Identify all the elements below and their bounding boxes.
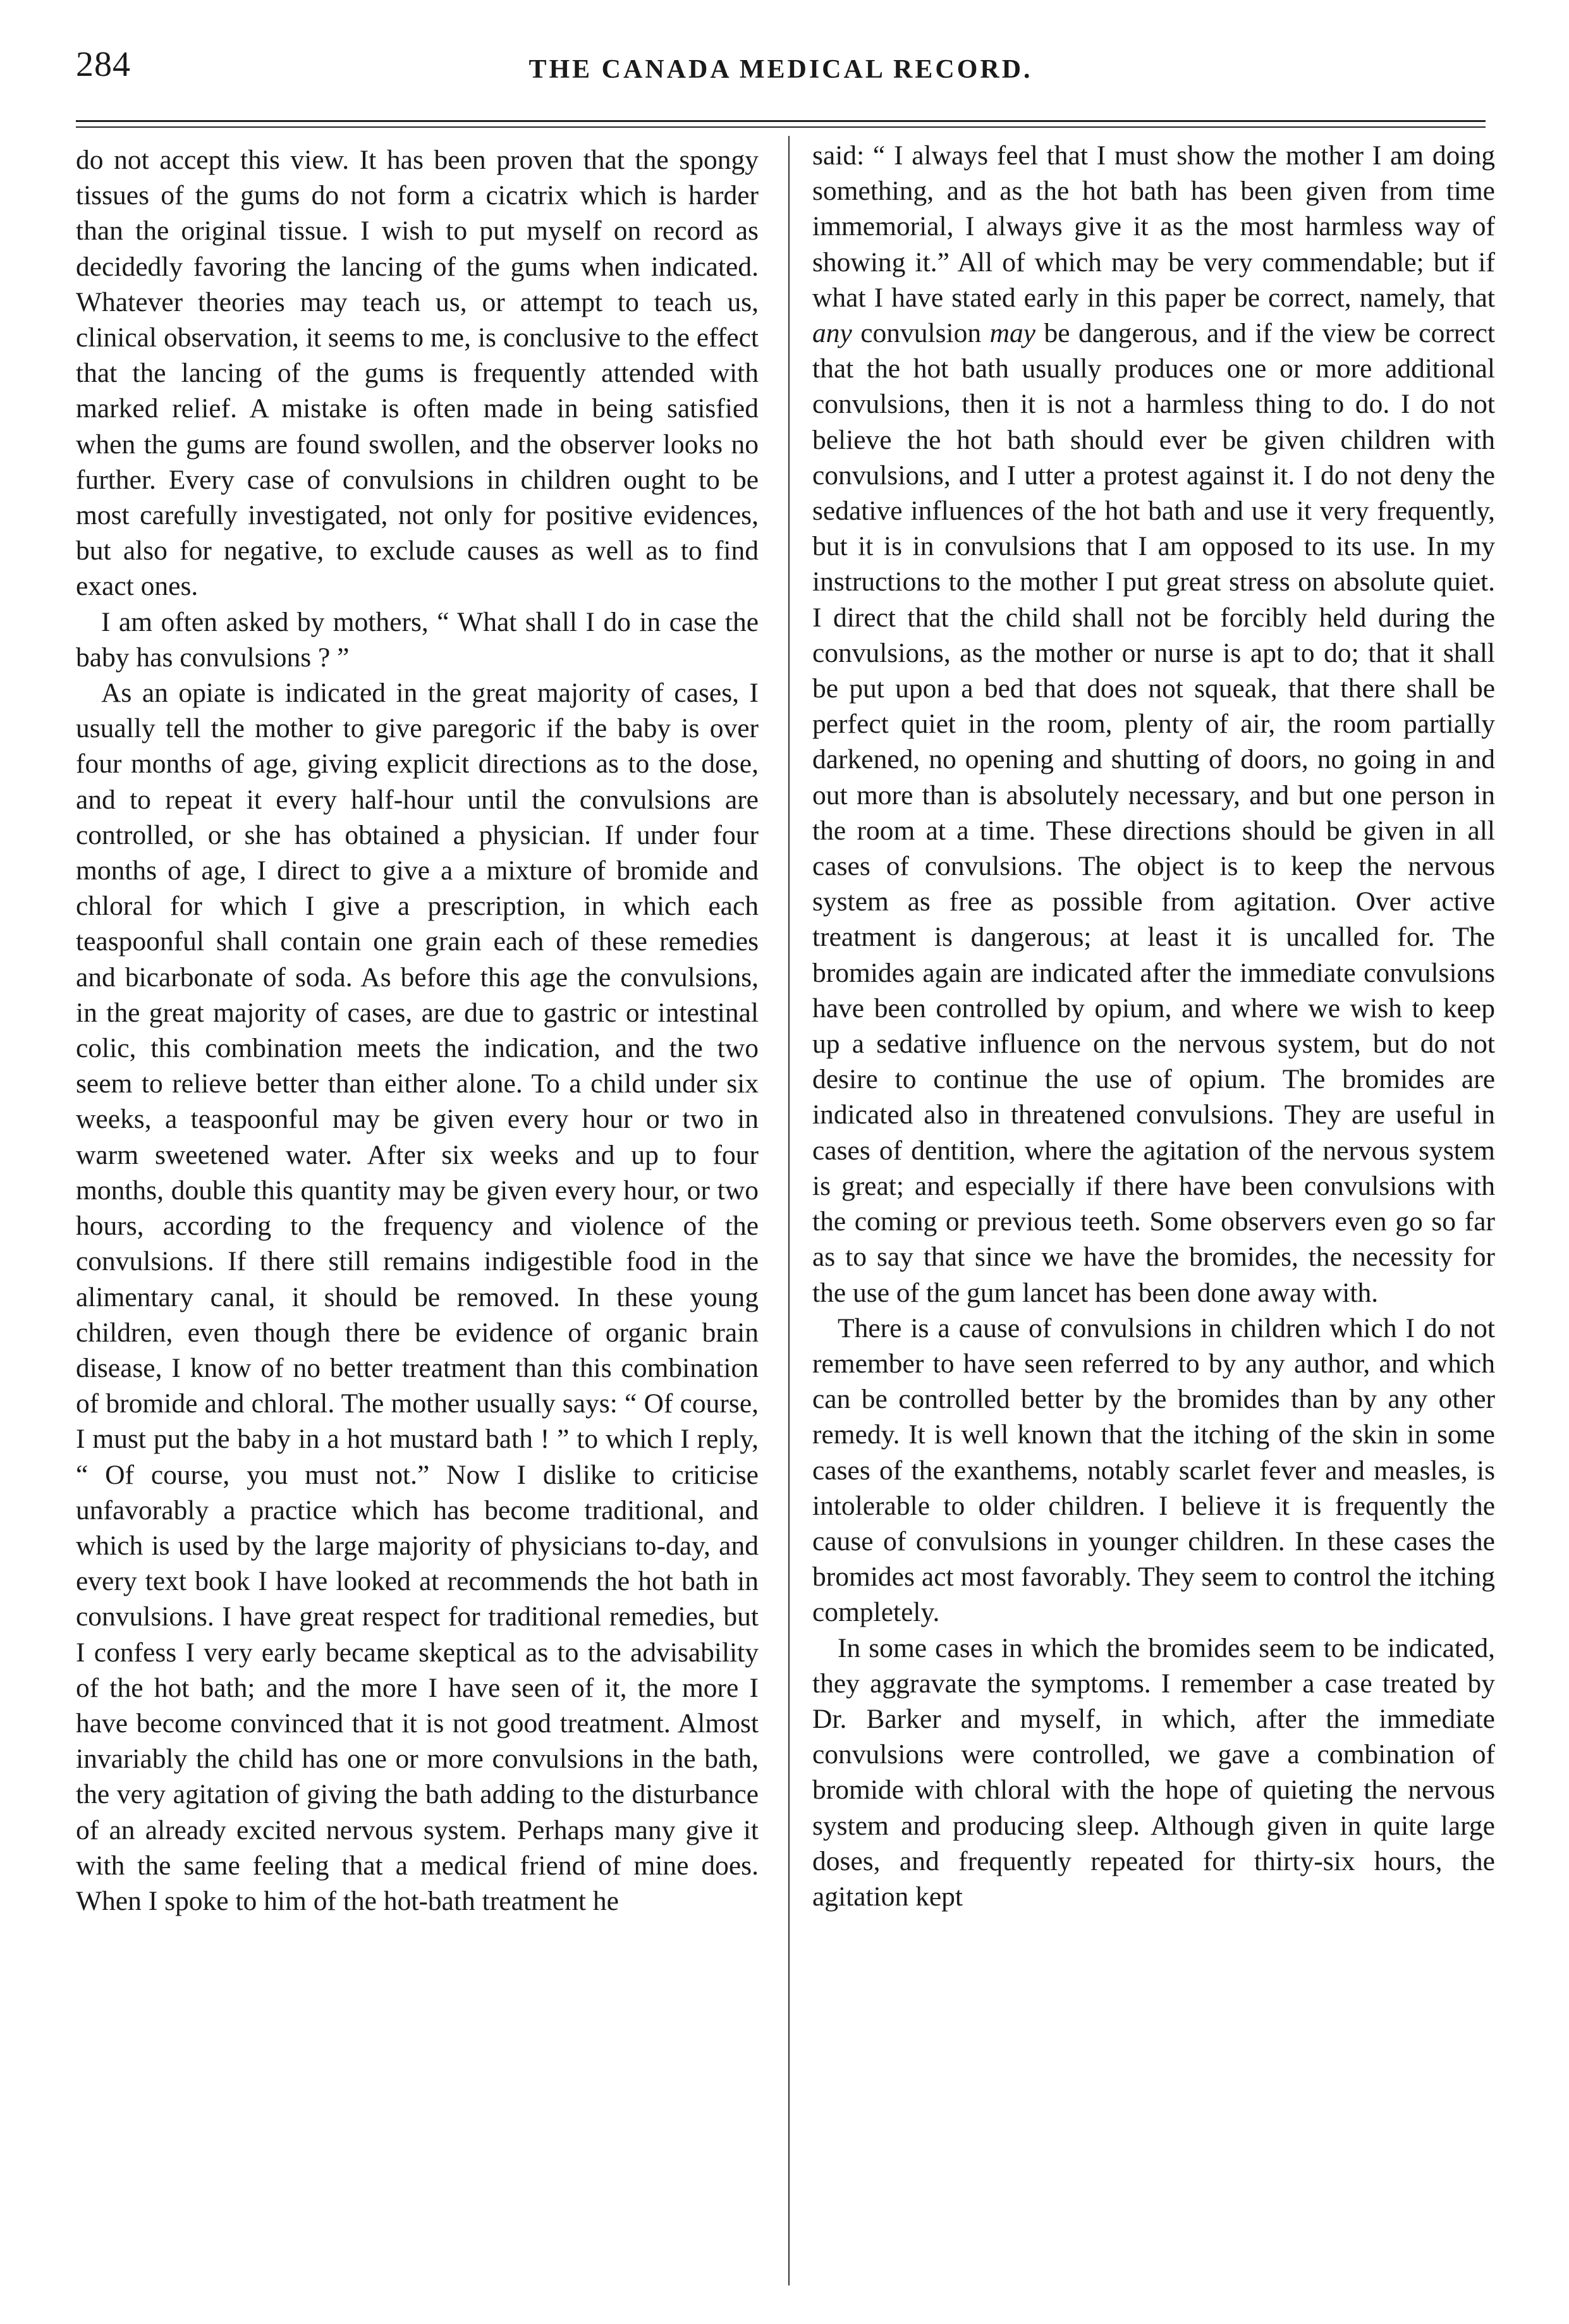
- paragraph: There is a cause of convulsions in children which I do not remember to have seen referred to by any author, and which can be controlled better by the bromides than by any other remedy. It is well known that the itching of the skin in some cases of the exanthems, notably scarlet fever and measles, is intolerable to older children. I believe it is frequently the cause of convulsions in younger children. In these cases the bromides act most favorably. They seem to control the itching completely.: [812, 1312, 1495, 1628]
- journal-title: THE CANADA MEDICAL RECORD.: [528, 55, 1033, 84]
- header-rule: [76, 120, 1486, 122]
- paragraph: I am often asked by mothers, “ What shall I do in case the baby has convulsions ? ”: [76, 606, 759, 673]
- emphasis-text: any: [812, 318, 852, 349]
- paragraph-text: convulsion: [852, 318, 990, 349]
- header-rule-secondary: [76, 126, 1486, 128]
- paragraph: [812, 138, 1495, 1311]
- emphasis-text: may: [989, 318, 1036, 349]
- paragraph: In some cases in which the bromides seem to be indicated, they aggravate the symptoms. I remember a case treated by Dr. Barker and myself, in which, after the immediate convulsions were controlled, we gave a combination of bromide with chloral with the hope of quieting the nervous system and producing sleep. Although given in quite large doses, and frequently repeated for thirty-six hours, the agitation kept: [812, 1632, 1495, 1912]
- left-column: [76, 142, 759, 2304]
- page-header: [76, 38, 1486, 107]
- page-number: 284: [76, 45, 131, 84]
- paragraph-text: said: “ I always feel that I must show the mother I am doing something, and as the hot bath has been given from time immemorial, I always give it as the most harmless way of showing it.” All of which may be very commendable; but if what I have stated early in this paper be correct, namely, that: [812, 140, 1495, 313]
- column-divider: [788, 136, 790, 2285]
- paragraph-text: be dangerous, and if the view be correct that the hot bath usually produces one or more additional convulsions, then it is not a harmless thing to do. I do not believe the hot bath should ever be given children with convulsions, and I utter a protest against it. I do not deny the sedative influences of the hot bath and use it very frequently, but it is in convulsions that I am opposed to its use. In my instructions to the mother I put great stress on absolute quiet. I direct that the child shall not be forcibly held during the convulsions, as the mother or nurse is apt to do; that it shall be put upon a bed that does not squeak, that there shall be perfect quiet in the room, plenty of air, the room partially darkened, no opening and shutting of doors, no going in and out more than is absolutely necessary, and but one person in the room at a time. These directions should be given in all cases of convulsions. The object is to keep the nervous system as free as possible from agitation. Over active treatment is dangerous; at least it is uncalled for. The bromides again are indicated after the immediate convulsions have been controlled by opium, and where we wish to keep up a sedative influence on the nervous system, but do not desire to continue the use of opium. The bromides are indicated also in threatened convulsions. They are useful in cases of dentition, where the agitation of the nervous system is great; and especially if there have been convulsions with the coming or previous teeth. Some observers even go so far as to say that since we have the bromides, the necessity for the use of the gum lancet has been done away with.: [812, 318, 1495, 1308]
- right-column: [812, 138, 1495, 2300]
- paragraph: do not accept this view. It has been proven that the spongy tissues of the gums do not form a cicatrix which is harder than the original tissue. I wish to put myself on record as decidedly favoring the lancing of the gums when indicated. Whatever theories may teach us, or attempt to teach us, clinical observation, it seems to me, is conclusive to the effect that the lancing of the gums is frequently attended with marked relief. A mistake is often made in being satisfied when the gums are found swollen, and the observer looks no further. Every case of convulsions in children ought to be most carefully investigated, not only for positive evidences, but also for negative, to exclude causes as well as to find exact ones.: [76, 145, 759, 602]
- paragraph: As an opiate is indicated in the great majority of cases, I usually tell the mother to give paregoric if the baby is over four months of age, giving explicit directions as to the dose, and to repeat it every half-hour until the convulsions are controlled, or she has obtained a physician. If under four months of age, I direct to give a a mixture of bromide and chloral for which I give a prescription, in which each teaspoonful shall contain one grain each of these remedies and bicarbonate of soda. As before this age the convulsions, in the great majority of cases, are due to gastric or intestinal colic, this combination meets the indication, and the two seem to relieve better than either alone. To a child under six weeks, a teaspoonful may be given every hour or two in warm sweetened water. After six weeks and up to four months, double this quantity may be given every hour, or two hours, according to the frequency and violence of the convulsions. If there still remains indigestible food in the alimentary canal, it should be removed. In these young children, even though there be evidence of organic brain disease, I know of no better treatment than this combination of bromide and chloral. The mother usually says: “ Of course, I must put the baby in a hot mustard bath ! ” to which I reply, “ Of course, you must not.” Now I dislike to criticise unfavorably a practice which has become traditional, and which is used by the large majority of physicians to-day, and every text book I have looked at recommends the hot bath in convulsions. I have great respect for traditional remedies, but I confess I very early became skeptical as to the advisability of the hot bath; and the more I have seen of it, the more I have become convinced that it is not good treatment. Almost invariably the child has one or more convulsions in the bath, the very agitation of giving the bath adding to the disturbance of an already excited nervous system. Perhaps many give it with the same feeling that a medical friend of mine does. When I spoke to him of the hot-bath treatment he: [76, 678, 759, 1916]
